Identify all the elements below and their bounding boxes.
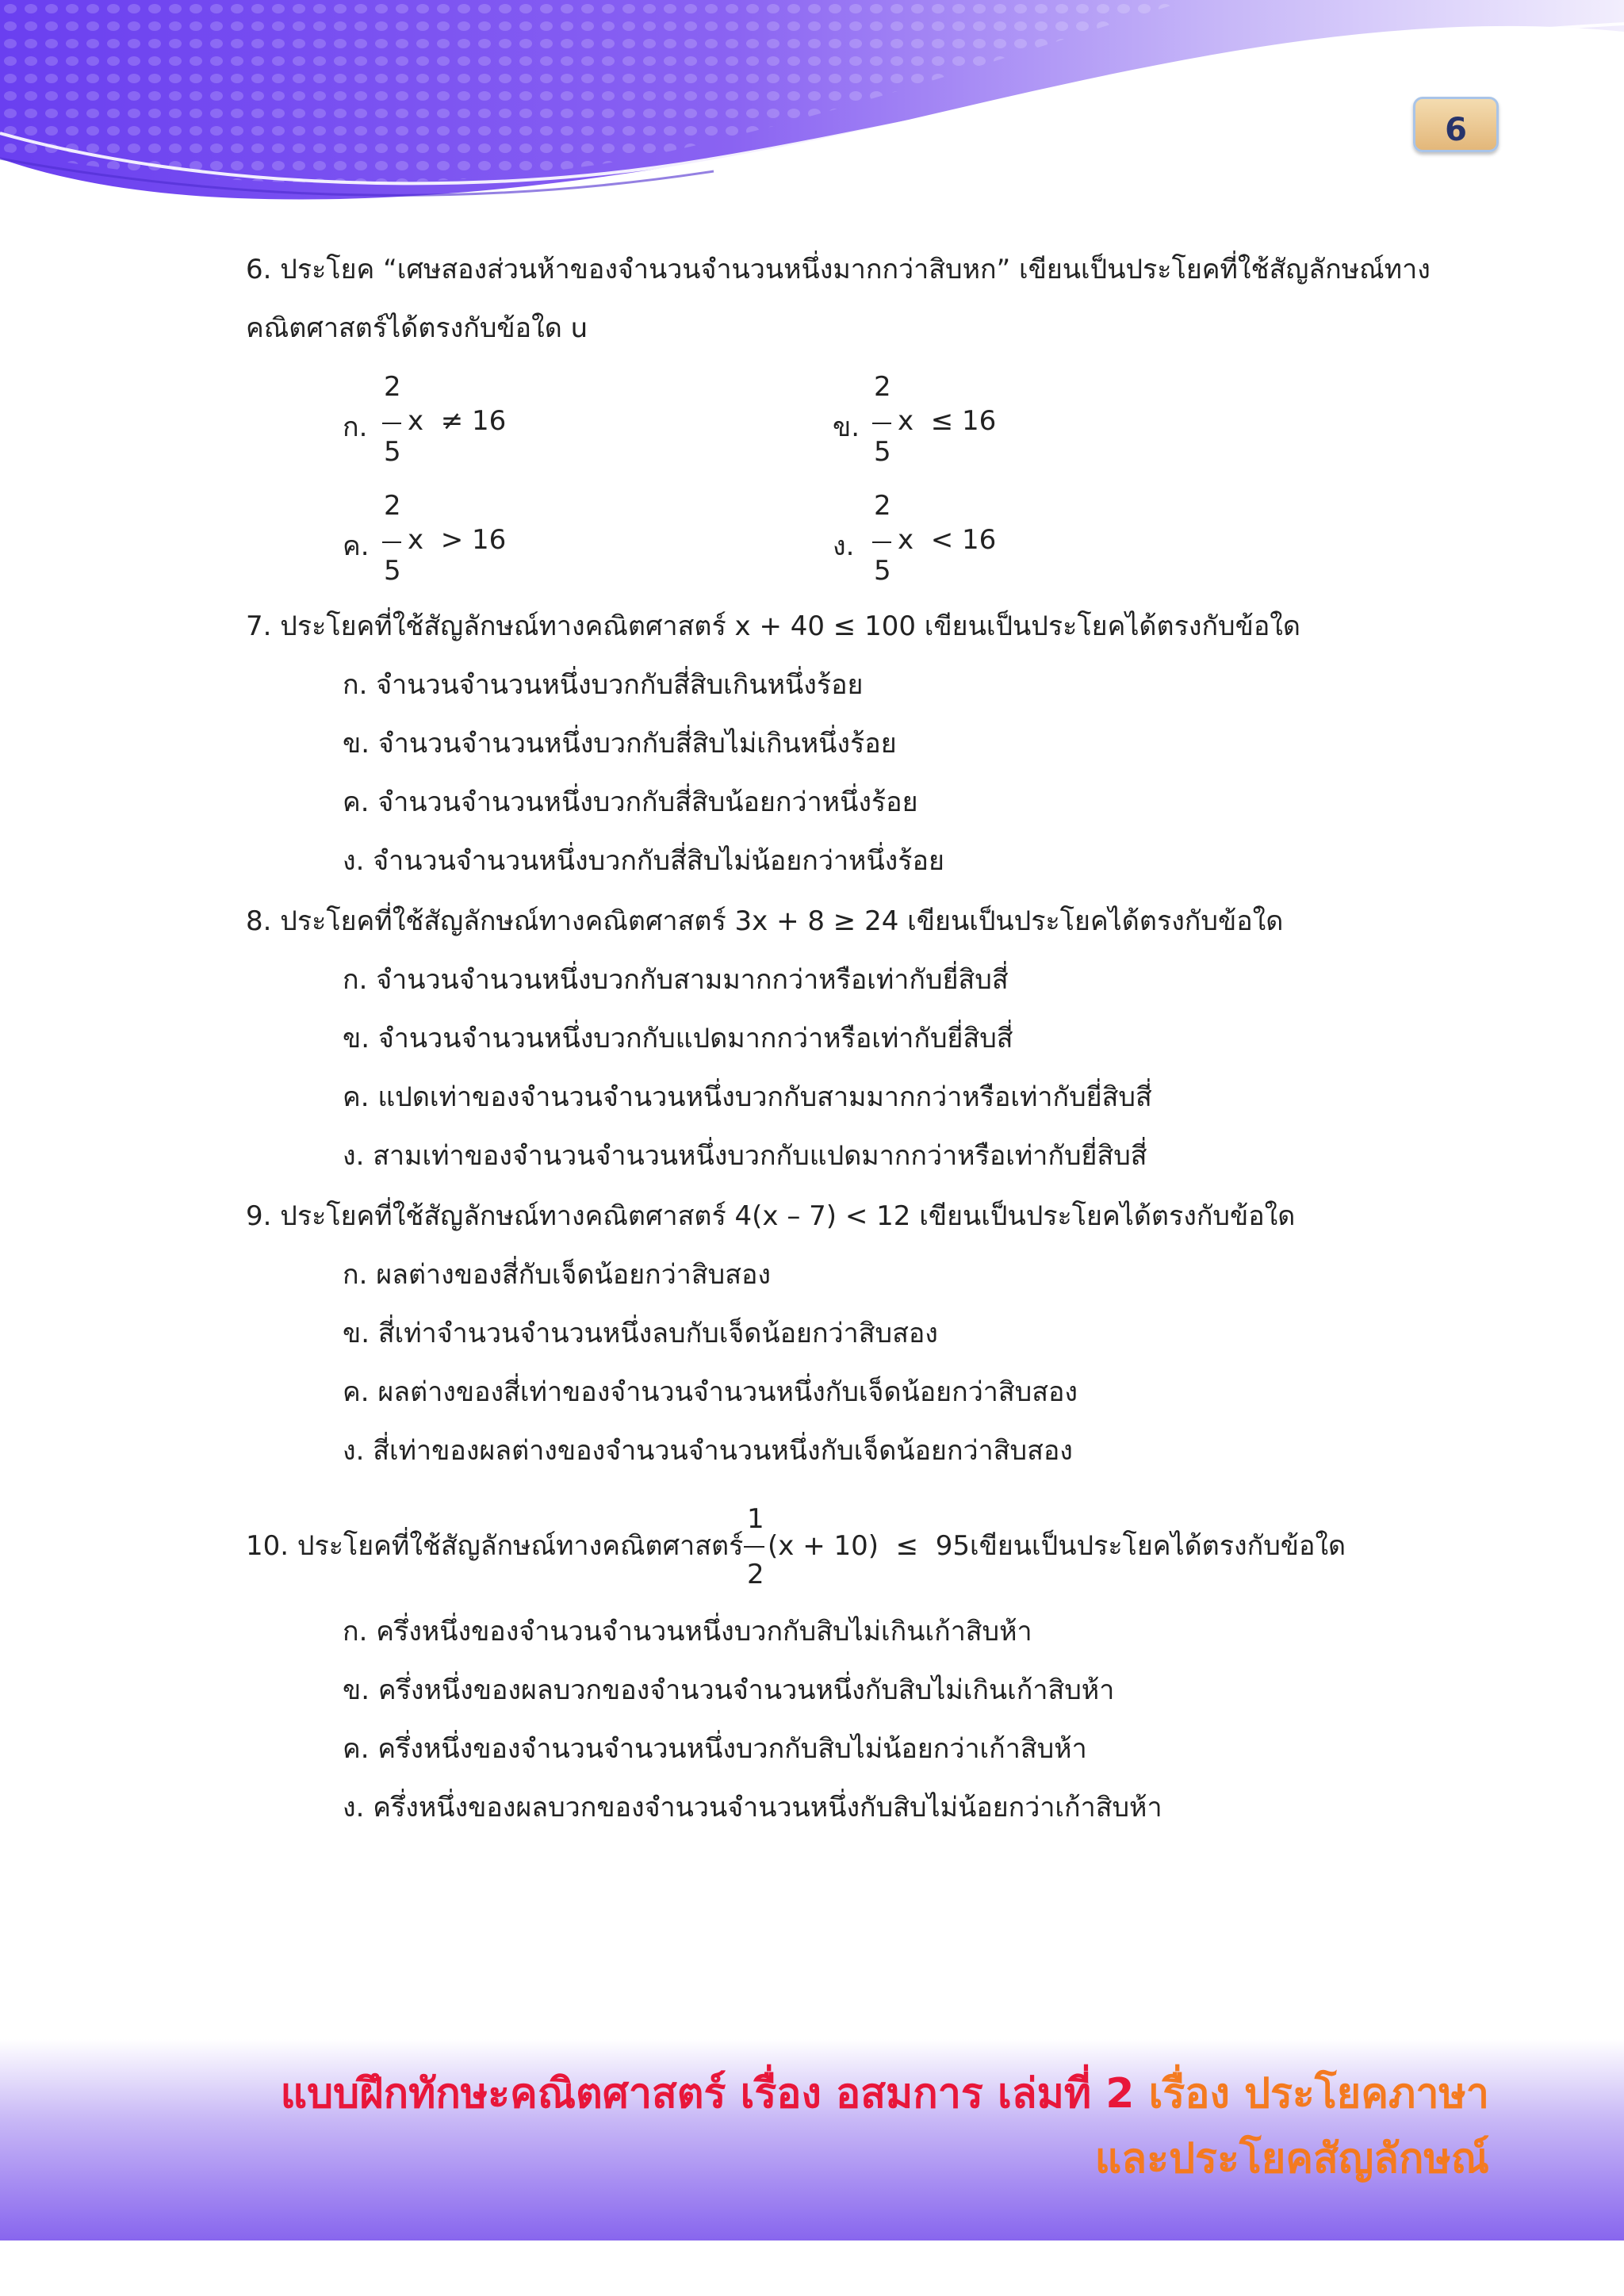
question-7-option-b: ข. จำนวนจำนวนหนึ่งบวกกับสี่สิบไม่เกินหนึ่งร้อย: [343, 728, 897, 760]
fraction-numerator: 2: [384, 371, 401, 403]
fraction-denominator: 5: [874, 555, 891, 587]
footer-title-line-1: [281, 2061, 1489, 2126]
inequality-expression: x ≤ 16: [898, 405, 997, 437]
question-10-fraction: [742, 1503, 766, 1590]
footer-title-line-2: และประโยคสัญลักษณ์: [1094, 2135, 1489, 2183]
question-8-option-d: ง. สามเท่าของจำนวนจำนวนหนึ่งบวกกับแปดมากกว่าหรือเท่ากับยี่สิบสี่: [343, 1140, 1147, 1172]
footer-topic: เรื่อง ประโยคภาษา: [1148, 2070, 1489, 2118]
question-10-stem-start: 10. ประโยคที่ใช้สัญลักษณ์ทางคณิตศาสตร์: [246, 1530, 744, 1562]
inequality-expression: x > 16: [408, 524, 507, 556]
question-9-option-a: ก. ผลต่างของสี่กับเจ็ดน้อยกว่าสิบสอง: [343, 1259, 771, 1291]
fraction-denominator: 2: [747, 1559, 764, 1590]
fraction-denominator: 5: [384, 436, 401, 468]
question-8-option-a: ก. จำนวนจำนวนหนึ่งบวกกับสามมากกว่าหรือเท่ากับยี่สิบสี่: [343, 964, 1009, 996]
fraction-numerator: 1: [747, 1503, 764, 1535]
inequality-expression: x < 16: [898, 524, 997, 556]
fraction-bar: [744, 1546, 764, 1548]
question-8-stem: 8. ประโยคที่ใช้สัญลักษณ์ทางคณิตศาสตร์ 3x + 8 ≥ 24 เขียนเป็นประโยคได้ตรงกับข้อใด: [246, 905, 1284, 937]
option-label: ง.: [833, 530, 855, 562]
footer-book-title: แบบฝึกทักษะคณิตศาสตร์ เรื่อง อสมการ เล่มที่ 2: [280, 2070, 1135, 2118]
question-6-stem: 6. ประโยค “เศษสองส่วนห้าของจำนวนจำนวนหนึ่งมากกว่าสิบหก” เขียนเป็นประโยคที่ใช้สัญลักษณ์ทาง: [246, 254, 1431, 285]
question-10-option-c: ค. ครึ่งหนึ่งของจำนวนจำนวนหนึ่งบวกกับสิบไม่น้อยกว่าเก้าสิบห้า: [343, 1733, 1087, 1765]
page-number-badge: [1413, 97, 1499, 152]
fraction-numerator: 2: [874, 371, 891, 403]
question-8-option-c: ค. แปดเท่าของจำนวนจำนวนหนึ่งบวกกับสามมากกว่าหรือเท่ากับยี่สิบสี่: [343, 1081, 1152, 1113]
option-label: ค.: [343, 530, 370, 562]
fraction-bar: [382, 541, 401, 543]
header-wave-decoration: [0, 0, 1624, 230]
footer-title: [281, 2061, 1489, 2191]
question-7-stem: 7. ประโยคที่ใช้สัญลักษณ์ทางคณิตศาสตร์ x + 40 ≤ 100 เขียนเป็นประโยคได้ตรงกับข้อใด: [246, 610, 1300, 642]
option-label: ก.: [343, 411, 368, 443]
fraction-bar: [872, 423, 891, 424]
question-10-stem-end: (x + 10) ≤ 95เขียนเป็นประโยคได้ตรงกับข้อใด: [768, 1530, 1346, 1562]
question-9-option-b: ข. สี่เท่าจำนวนจำนวนหนึ่งลบกับเจ็ดน้อยกว่าสิบสอง: [343, 1318, 938, 1349]
question-10-option-a: ก. ครึ่งหนึ่งของจำนวนจำนวนหนึ่งบวกกับสิบไม่เกินเก้าสิบห้า: [343, 1616, 1032, 1647]
question-9-stem: 9. ประโยคที่ใช้สัญลักษณ์ทางคณิตศาสตร์ 4(x – 7) < 12 เขียนเป็นประโยคได้ตรงกับข้อใด: [246, 1200, 1296, 1232]
question-7-option-a: ก. จำนวนจำนวนหนึ่งบวกกับสี่สิบเกินหนึ่งร้อย: [343, 669, 864, 701]
question-9-option-c: ค. ผลต่างของสี่เท่าของจำนวนจำนวนหนึ่งกับเจ็ดน้อยกว่าสิบสอง: [343, 1376, 1078, 1408]
fraction-bar: [382, 423, 401, 424]
fraction-bar: [872, 541, 891, 543]
question-8-option-b: ข. จำนวนจำนวนหนึ่งบวกกับแปดมากกว่าหรือเท่ากับยี่สิบสี่: [343, 1023, 1013, 1054]
question-9-option-d: ง. สี่เท่าของผลต่างของจำนวนจำนวนหนึ่งกับเจ็ดน้อยกว่าสิบสอง: [343, 1435, 1073, 1467]
inequality-expression: x ≠ 16: [408, 405, 507, 437]
fraction-denominator: 5: [874, 436, 891, 468]
page-number: 6: [1445, 112, 1467, 148]
fraction-numerator: 2: [384, 490, 401, 522]
question-7-option-d: ง. จำนวนจำนวนหนึ่งบวกกับสี่สิบไม่น้อยกว่าหนึ่งร้อย: [343, 845, 944, 877]
fraction-denominator: 5: [384, 555, 401, 587]
option-label: ข.: [833, 411, 860, 443]
question-6-stem-continued: คณิตศาสตร์ได้ตรงกับข้อใด u: [246, 312, 588, 344]
question-7-option-c: ค. จำนวนจำนวนหนึ่งบวกกับสี่สิบน้อยกว่าหนึ่งร้อย: [343, 786, 918, 818]
question-10-option-b: ข. ครึ่งหนึ่งของผลบวกของจำนวนจำนวนหนึ่งกับสิบไม่เกินเก้าสิบห้า: [343, 1674, 1115, 1706]
question-10-option-d: ง. ครึ่งหนึ่งของผลบวกของจำนวนจำนวนหนึ่งกับสิบไม่น้อยกว่าเก้าสิบห้า: [343, 1792, 1162, 1823]
fraction-numerator: 2: [874, 490, 891, 522]
